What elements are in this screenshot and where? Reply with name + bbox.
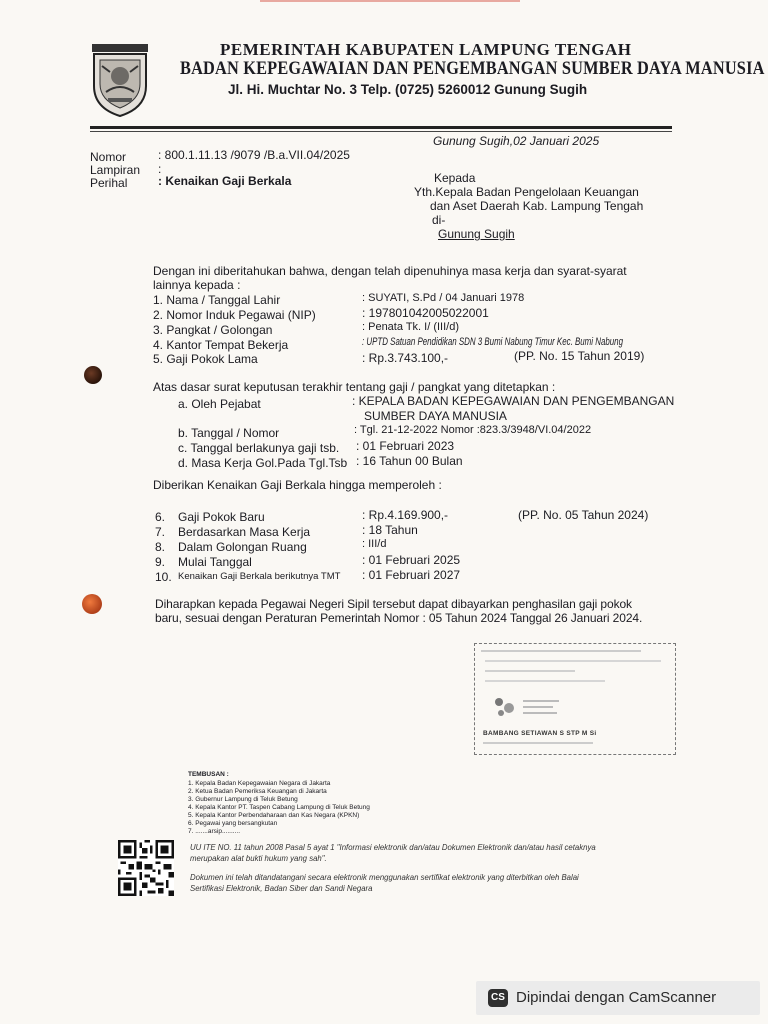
letterhead-address: Jl. Hi. Muchtar No. 3 Telp. (0725) 5260012 Gunung Sugih: [228, 82, 588, 97]
punch-hole: [84, 366, 102, 384]
employee-label: 5. Gaji Pokok Lama: [153, 352, 258, 366]
new-salary-value: : 18 Tahun: [362, 523, 418, 537]
employee-label: 2. Nomor Induk Pegawai (NIP): [153, 308, 316, 322]
new-salary-num: 9.: [155, 555, 166, 569]
qr-code: [118, 840, 174, 896]
nomor-value: : 800.1.11.13 /9079 /B.a.VII.04/2025: [158, 148, 350, 162]
tembusan-item: 1. Kepala Badan Kepegawaian Negara di Jakarta: [188, 780, 331, 787]
decision-c-label: c. Tanggal berlakunya gaji tsb.: [178, 441, 340, 455]
decision-d-value: : 16 Tahun 00 Bulan: [356, 454, 463, 468]
closing-line1: Diharapkan kepada Pegawai Negeri Sipil tersebut dapat dibayarkan penghasilan gaji pokok: [155, 597, 632, 611]
intro-line2: lainnya kepada :: [153, 278, 241, 292]
coat-of-arms-logo: [88, 42, 152, 118]
employee-label: 1. Nama / Tanggal Lahir: [153, 293, 281, 307]
lampiran-value: :: [158, 162, 162, 176]
scan-edge-mark: [260, 0, 520, 2]
recipient-line3: di-: [432, 213, 446, 227]
new-salary-label: Gaji Pokok Baru: [178, 510, 265, 524]
new-salary-num: 8.: [155, 540, 166, 554]
decision-b-label: b. Tanggal / Nomor: [178, 426, 280, 440]
employee-label: 3. Pangkat / Golongan: [153, 323, 273, 337]
employee-value: : SUYATI, S.Pd / 04 Januari 1978: [362, 292, 525, 304]
decision-b-value: : Tgl. 21-12-2022 Nomor :823.3/3948/VI.04/2022: [354, 424, 592, 436]
signer-name: BAMBANG SETIAWAN S STP M Si: [483, 730, 597, 737]
intro-line1: Dengan ini diberitahukan bahwa, dengan telah dipenuhinya masa kerja dan syarat-syarat: [153, 264, 627, 278]
employee-label: 4. Kantor Tempat Bekerja: [153, 338, 289, 352]
employee-value: : Rp.3.743.100,-: [362, 351, 449, 365]
employee-value: : Penata Tk. I/ (III/d): [362, 321, 460, 333]
new-salary-num: 10.: [155, 570, 172, 584]
new-salary-value: : 01 Februari 2027: [362, 568, 461, 582]
new-salary-num: 7.: [155, 525, 166, 539]
camscanner-text: Dipindai dengan CamScanner: [516, 989, 717, 1006]
letterhead-agency: BADAN KEPEGAWAIAN DAN PENGEMBANGAN SUMBER DAYA MANUSIA: [180, 58, 765, 79]
decision-a-label: a. Oleh Pejabat: [178, 397, 261, 411]
letter-date: Gunung Sugih,02 Januari 2025: [433, 134, 600, 148]
footer-esign-line2: Sertifikasi Elektronik, Badan Siber dan Sandi Negara: [190, 884, 373, 893]
decision-a-value: : KEPALA BADAN KEPEGAWAIAN DAN PENGEMBANGAN: [352, 394, 675, 408]
punch-hole: [82, 594, 102, 614]
recipient-line2: dan Aset Daerah Kab. Lampung Tengah: [430, 199, 644, 213]
closing-line2: baru, sesuai dengan Peraturan Pemerintah Nomor : 05 Tahun 2024 Tanggal 26 Januari 2024.: [155, 611, 643, 625]
pp-lama: (PP. No. 15 Tahun 2019): [514, 349, 645, 363]
footer-uu-ite-line1: UU ITE NO. 11 tahun 2008 Pasal 5 ayat 1 "Informasi elektronik dan/atau Dokumen Elektronik dan/atau hasil cetaknya: [190, 843, 596, 852]
decision-a-value-cont: SUMBER DAYA MANUSIA: [364, 409, 507, 423]
bsre-logo-icon: [491, 694, 521, 718]
letterhead-rule-thin: [90, 131, 672, 132]
new-salary-label: Berdasarkan Masa Kerja: [178, 525, 311, 539]
new-salary-label: Mulai Tanggal: [178, 555, 252, 569]
lampiran-label: Lampiran: [90, 163, 141, 177]
camscanner-logo-icon: CS: [488, 989, 508, 1007]
nomor-label: Nomor: [90, 150, 127, 164]
perihal-label: Perihal: [90, 176, 128, 190]
employee-value: : 197801042005022001: [362, 306, 489, 320]
tembusan-item: 5. Kepala Kantor Perbendaharaan dan Kas Negara (KPKN): [188, 812, 360, 819]
electronic-signature-box: [474, 643, 676, 755]
tembusan-item: 4. Kepala Kantor PT. Taspen Cabang Lampung di Teluk Betung: [188, 804, 370, 811]
tembusan-item: 2. Ketua Badan Pemeriksa Keuangan di Jakarta: [188, 788, 327, 795]
new-salary-label: Dalam Golongan Ruang: [178, 540, 307, 554]
perihal-value: : Kenaikan Gaji Berkala: [158, 174, 292, 188]
tembusan-item: 7. .......arsip..........: [188, 828, 241, 835]
footer-esign-line1: Dokumen ini telah ditandatangani secara elektronik menggunakan sertifikat elektronik yang diterbitkan oleh Balai: [190, 873, 579, 882]
letterhead-rule-thick: [90, 126, 672, 129]
decision-intro: Atas dasar surat keputusan terakhir tentang gaji / pangkat yang ditetapkan :: [153, 380, 556, 394]
pp-baru: (PP. No. 05 Tahun 2024): [518, 508, 649, 522]
tembusan-title: TEMBUSAN :: [188, 771, 229, 778]
employee-value: : UPTD Satuan Pendidikan SDN 3 Bumi Nabung Timur Kec. Bumi Nabung: [362, 336, 623, 348]
new-salary-value: : Rp.4.169.900,-: [362, 508, 449, 522]
decision-c-value: : 01 Februari 2023: [356, 439, 455, 453]
new-salary-value: : III/d: [362, 538, 387, 550]
camscanner-watermark: [476, 981, 760, 1015]
letterhead-government: PEMERINTAH KABUPATEN LAMPUNG TENGAH: [220, 40, 632, 59]
footer-uu-ite-line2: merupakan alat bukti hukum yang sah".: [190, 854, 327, 863]
recipient-city: Gunung Sugih: [438, 227, 515, 241]
new-salary-num: 6.: [155, 510, 166, 524]
new-salary-intro: Diberikan Kenaikan Gaji Berkala hingga memperoleh :: [153, 478, 442, 492]
tembusan-item: 3. Gubernur Lampung di Teluk Betung: [188, 796, 298, 803]
recipient-line1: Yth.Kepala Badan Pengelolaan Keuangan: [414, 185, 639, 199]
new-salary-label: Kenaikan Gaji Berkala berikutnya TMT: [178, 571, 341, 582]
recipient-kepada: Kepada: [434, 171, 476, 185]
decision-d-label: d. Masa Kerja Gol.Pada Tgl.Tsb: [178, 456, 348, 470]
new-salary-value: : 01 Februari 2025: [362, 553, 461, 567]
tembusan-item: 6. Pegawai yang bersangkutan: [188, 820, 278, 827]
